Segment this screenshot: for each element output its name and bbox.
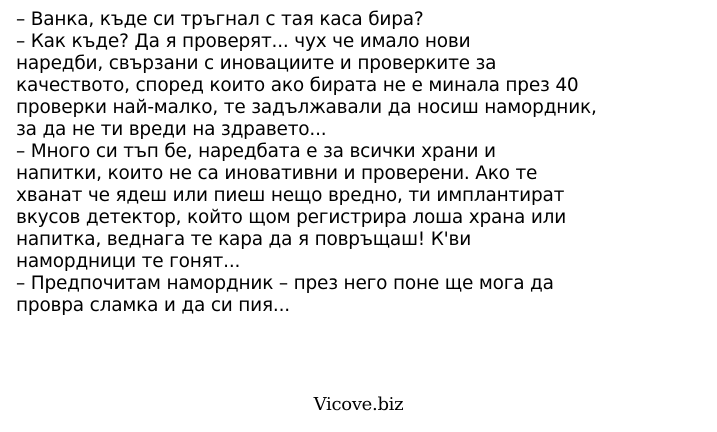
joke-line: провра сламка и да си пия... (16, 295, 290, 316)
joke-line: проверки най-малко, те задължавали да носиш намордник, (16, 97, 597, 118)
joke-line: – Много си тъп бе, наредбата е за всички храни и (16, 141, 496, 162)
joke-text (16, 9, 706, 317)
joke-line: напитка, веднага те кара да я повръщаш! К'ви (16, 229, 472, 250)
joke-line: – Предпочитам намордник – през него поне ще мога да (16, 273, 554, 294)
joke-line: напитки, които не са иновативни и проверени. Ако те (16, 163, 538, 184)
joke-line: хванат че ядеш или пиеш нещо вредно, ти имплантират (16, 185, 565, 206)
joke-line: – Как къде? Да я проверят... чух че имало нови (16, 31, 471, 52)
joke-line: наредби, свързани с иновациите и проверките за (16, 53, 497, 74)
joke-line: вкусов детектор, който щом регистрира лоша храна или (16, 207, 567, 228)
joke-line: – Ванка, къде си тръгнал с тая каса бира? (16, 9, 424, 30)
joke-line: намордници те гонят... (16, 251, 241, 272)
joke-line: за да не ти вреди на здравето... (16, 119, 327, 140)
joke-line: качеството, според които ако бирата не е минала през 40 (16, 75, 579, 96)
site-watermark: Vicove.biz (313, 394, 404, 415)
